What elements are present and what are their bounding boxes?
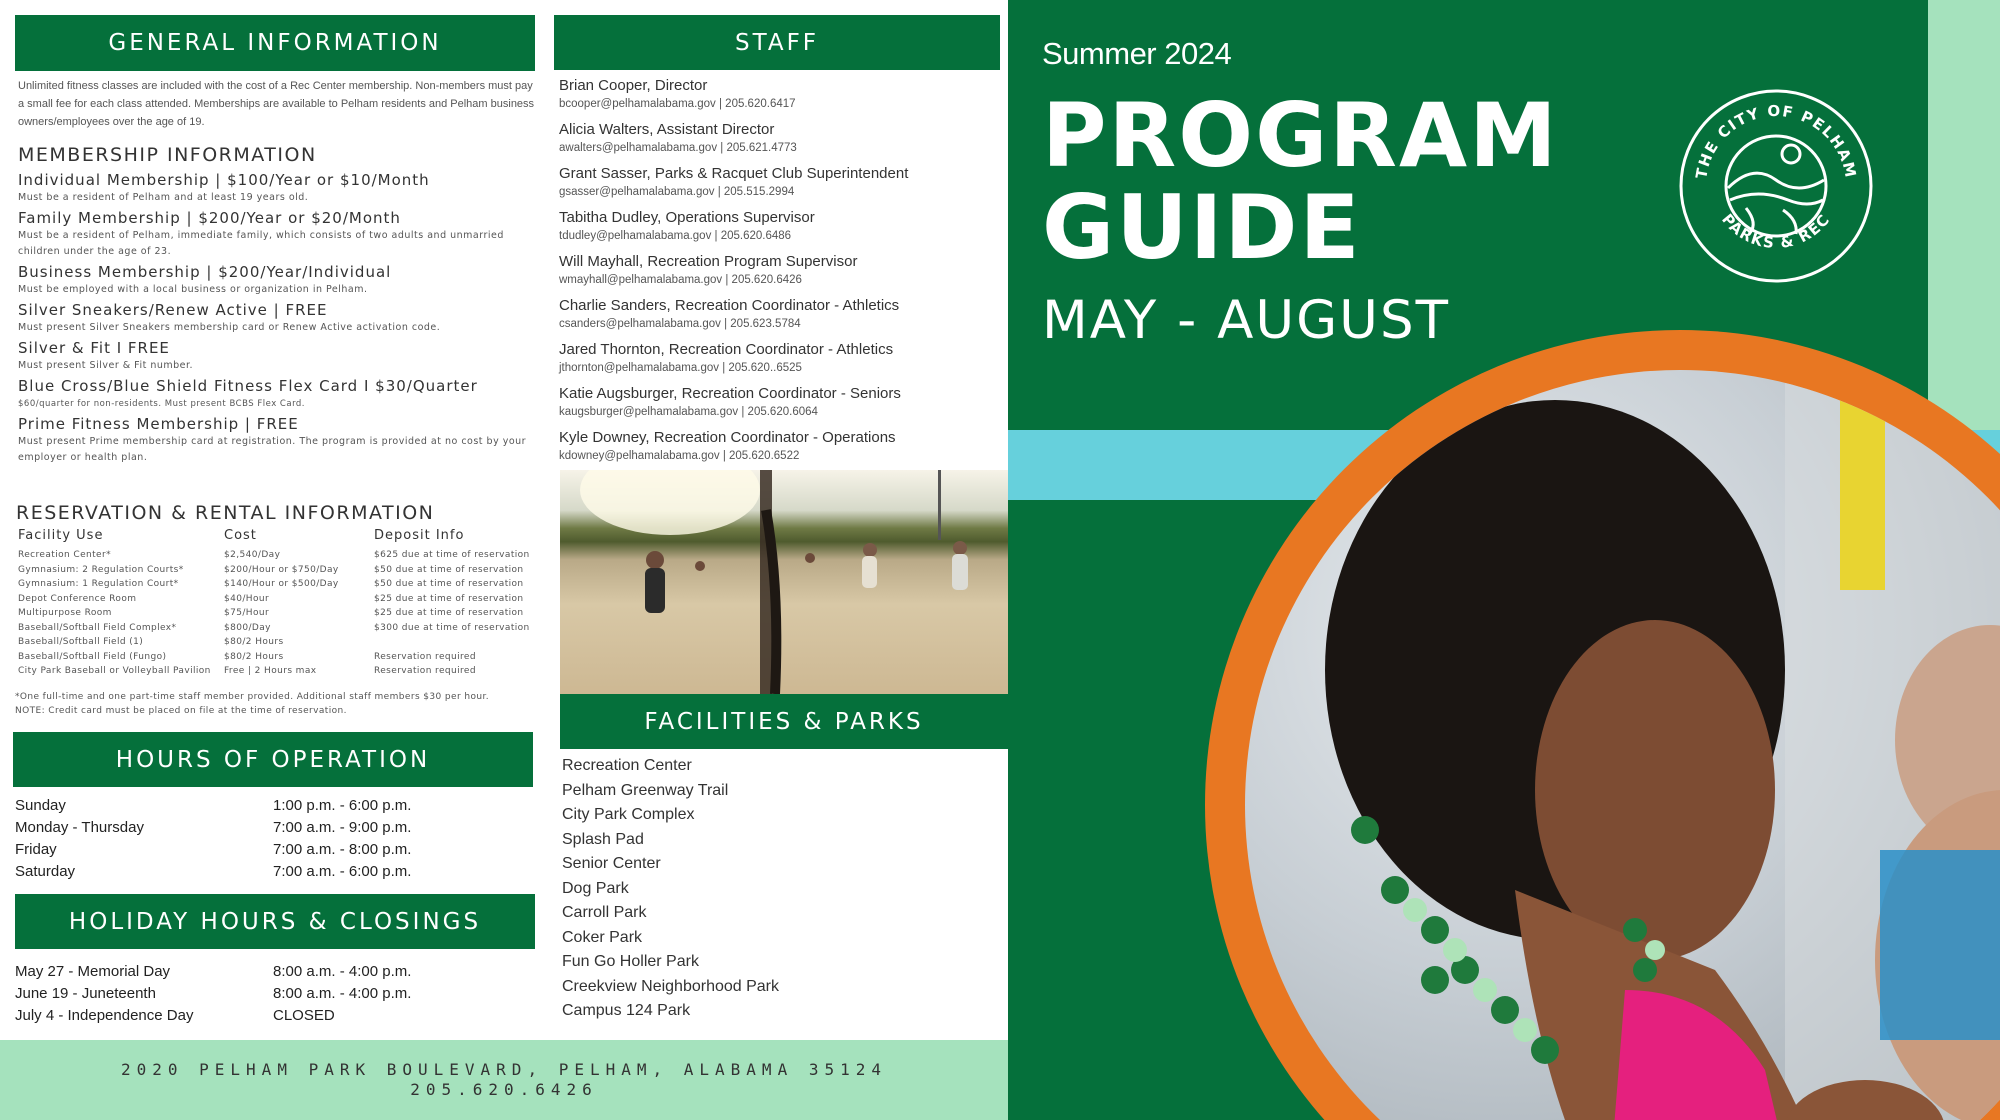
hours-time: 1:00 p.m. - 6:00 p.m. xyxy=(273,796,412,814)
facility-item: Splash Pad xyxy=(562,830,644,848)
staff-name: Grant Sasser, Parks & Racquet Club Superintendent xyxy=(559,165,909,182)
rental-table-header xyxy=(18,528,533,550)
holiday-row xyxy=(15,982,535,1004)
membership-item-note: Must be employed with a local business or organization in Pelham. xyxy=(18,284,368,295)
facility-item: City Park Complex xyxy=(562,806,695,823)
rental-row xyxy=(18,594,533,609)
staff-name: Charlie Sanders, Recreation Coordinator - Athletics xyxy=(559,297,900,314)
membership-item-name: Silver Sneakers/Renew Active | FREE xyxy=(18,301,328,319)
facility-item: Carroll Park xyxy=(562,904,647,921)
rental-note-staff: *One full-time and one part-time staff member provided. Additional staff members $30 per hour. xyxy=(15,692,489,702)
hours-time: 7:00 a.m. - 9:00 p.m. xyxy=(273,818,412,836)
holiday-time: CLOSED xyxy=(273,1006,335,1024)
rental-deposit: $300 due at time of reservation xyxy=(374,622,530,633)
rental-row xyxy=(18,652,533,667)
facility-item: Coker Park xyxy=(562,928,643,946)
holiday-day: June 19 - Juneteenth xyxy=(15,984,156,1002)
rental-row xyxy=(18,608,533,623)
membership-item-name: Silver & Fit I FREE xyxy=(18,339,170,357)
hours-day: Sunday xyxy=(15,796,66,814)
facility-item: Dog Park xyxy=(562,879,629,897)
cover-title-line2: GUIDE xyxy=(1042,176,1362,279)
staff-name: Jared Thornton, Recreation Coordinator - Athletics xyxy=(559,341,894,358)
staff-member xyxy=(559,384,1004,420)
rental-deposit: $25 due at time of reservation xyxy=(374,593,524,604)
staff-contact: jthornton@pelhamalabama.gov | 205.620..6525 xyxy=(559,362,802,374)
rental-header-deposit: Deposit Info xyxy=(374,528,465,543)
membership-item-note: Must be a resident of Pelham and at least 19 years old. xyxy=(18,192,309,203)
rental-cost: $80/2 Hours xyxy=(224,637,284,647)
staff-member xyxy=(559,428,1004,464)
rental-facility: Recreation Center* xyxy=(18,550,111,560)
rental-cost: $80/2 Hours xyxy=(224,651,284,662)
rental-cost: $40/Hour xyxy=(224,593,270,604)
membership-item-note: Must present Silver Sneakers membership card or Renew Active activation code. xyxy=(18,322,441,333)
cover-panel xyxy=(1008,0,2000,1120)
facilities-header: FACILITIES & PARKS xyxy=(560,694,1008,749)
hours-time: 7:00 a.m. - 8:00 p.m. xyxy=(273,840,412,858)
rental-note-credit: NOTE: Credit card must be placed on file at the time of reservation. xyxy=(15,706,347,716)
hours-row xyxy=(15,816,535,838)
rental-row xyxy=(18,623,533,638)
rental-cost: $200/Hour or $750/Day xyxy=(224,564,339,575)
staff-name: Will Mayhall, Recreation Program Supervisor xyxy=(559,253,858,270)
general-info-text: Unlimited fitness classes are included with the cost of a Rec Center membership. Non-members must pay a small fee for each class attended. Memberships are available to Pelham residents and Pelham business owners/employees over the age of 19. xyxy=(18,80,535,128)
rental-facility: Baseball/Softball Field Complex* xyxy=(18,622,177,633)
staff-name: Tabitha Dudley, Operations Supervisor xyxy=(559,209,815,226)
hours-day: Saturday xyxy=(15,862,76,880)
hours-day: Monday - Thursday xyxy=(15,818,144,836)
rental-cost: $140/Hour or $500/Day xyxy=(224,579,339,589)
staff-contact: kdowney@pelhamalabama.gov | 205.620.6522 xyxy=(559,450,800,462)
membership-item-name: Business Membership | $200/Year/Individual xyxy=(18,263,392,281)
rental-title: RESERVATION & RENTAL INFORMATION xyxy=(16,502,435,524)
rental-header-cost: Cost xyxy=(224,528,257,543)
rental-row xyxy=(18,579,533,594)
membership-item-name: Individual Membership | $100/Year or $10/Month xyxy=(18,171,430,189)
hours-row xyxy=(15,838,535,860)
rental-deposit: $50 due at time of reservation xyxy=(374,579,524,589)
holiday-row xyxy=(15,1004,535,1026)
membership-item-note: Must present Silver & Fit number. xyxy=(18,360,194,371)
facility-item: Pelham Greenway Trail xyxy=(562,781,729,799)
rental-cost: $800/Day xyxy=(224,622,271,633)
rental-facility: Gymnasium: 2 Regulation Courts* xyxy=(18,564,184,575)
membership-item-name: Family Membership | $200/Year or $20/Month xyxy=(18,209,401,227)
staff-member xyxy=(559,296,1004,332)
facility-item: Fun Go Holler Park xyxy=(562,953,699,970)
staff-name: Alicia Walters, Assistant Director xyxy=(559,121,775,138)
staff-member xyxy=(559,340,1004,376)
footer-phone: 205.620.6426 xyxy=(410,1080,598,1099)
footer xyxy=(0,1040,1008,1120)
rental-row xyxy=(18,666,533,681)
rental-deposit: Reservation required xyxy=(374,651,476,662)
facilities-list xyxy=(562,754,1002,1024)
holiday-row xyxy=(15,960,535,982)
staff-list xyxy=(559,76,1004,472)
rental-cost: $75/Hour xyxy=(224,608,270,618)
rental-deposit: $625 due at time of reservation xyxy=(374,550,530,560)
staff-contact: csanders@pelhamalabama.gov | 205.623.5784 xyxy=(559,318,801,330)
general-info-header: GENERAL INFORMATION xyxy=(15,15,535,71)
facility-item: Recreation Center xyxy=(562,757,692,774)
membership-item-note: $60/quarter for non-residents. Must present BCBS Flex Card. xyxy=(18,399,306,409)
staff-member xyxy=(559,164,1004,200)
hours-row xyxy=(15,860,535,882)
svg-text:PARKS & REC: PARKS & REC xyxy=(1718,210,1834,253)
staff-member xyxy=(559,76,1004,112)
membership-item-name: Prime Fitness Membership | FREE xyxy=(18,415,299,433)
rental-row xyxy=(18,637,533,652)
rental-cost: $2,540/Day xyxy=(224,550,281,560)
holiday-day: May 27 - Memorial Day xyxy=(15,962,171,980)
rental-header-facility: Facility Use xyxy=(18,528,104,543)
rental-facility: Multipurpose Room xyxy=(18,608,112,618)
facility-item: Senior Center xyxy=(562,855,661,872)
holiday-time: 8:00 a.m. - 4:00 p.m. xyxy=(273,984,412,1002)
membership-item-note: Must present Prime membership card at registration. The program is provided at no cost by your employer or health plan. xyxy=(18,436,527,463)
membership-item-note: Must be a resident of Pelham, immediate family, which consists of two adults and unmarried children under the age of 23. xyxy=(18,230,504,257)
facility-item: Creekview Neighborhood Park xyxy=(562,977,779,995)
staff-contact: awalters@pelhamalabama.gov | 205.621.4773 xyxy=(559,142,797,154)
rental-cost: Free | 2 Hours max xyxy=(224,666,317,676)
staff-header: STAFF xyxy=(554,15,1000,70)
hours-time: 7:00 a.m. - 6:00 p.m. xyxy=(273,862,412,880)
staff-contact: gsasser@pelhamalabama.gov | 205.515.2994 xyxy=(559,186,795,198)
staff-contact: tdudley@pelhamalabama.gov | 205.620.6486 xyxy=(559,230,792,242)
cover-season: Summer 2024 xyxy=(1042,36,1232,71)
staff-member xyxy=(559,252,1004,288)
rental-deposit xyxy=(374,637,533,652)
rental-facility: Baseball/Softball Field (Fungo) xyxy=(18,651,167,662)
staff-member xyxy=(559,120,1004,156)
staff-contact: kaugsburger@pelhamalabama.gov | 205.620.6064 xyxy=(559,406,818,418)
footer-address: 2020 PELHAM PARK BOULEVARD, PELHAM, ALABAMA 35124 xyxy=(120,1060,887,1079)
holiday-time: 8:00 a.m. - 4:00 p.m. xyxy=(273,962,412,980)
cover-title-line1: PROGRAM xyxy=(1042,84,1559,187)
staff-name: Kyle Downey, Recreation Coordinator - Operations xyxy=(559,429,896,446)
staff-member xyxy=(559,208,1004,244)
membership-title: MEMBERSHIP INFORMATION xyxy=(18,144,317,166)
staff-contact: wmayhall@pelhamalabama.gov | 205.620.6426 xyxy=(559,274,802,286)
membership-list xyxy=(18,170,543,468)
staff-name: Katie Augsburger, Recreation Coordinator - Seniors xyxy=(559,385,901,402)
rental-deposit: $25 due at time of reservation xyxy=(374,608,524,618)
rental-row xyxy=(18,550,533,565)
hours-day: Friday xyxy=(15,840,57,858)
hours-table xyxy=(15,794,535,882)
rental-row xyxy=(18,565,533,580)
volleyball-photo xyxy=(560,470,1008,694)
hours-row xyxy=(15,794,535,816)
volleyball-scene-icon xyxy=(560,470,1008,694)
cover-dates: MAY - AUGUST xyxy=(1042,290,1450,351)
rental-deposit: Reservation required xyxy=(374,666,476,676)
staff-contact: bcooper@pelhamalabama.gov | 205.620.6417 xyxy=(559,98,796,110)
rental-deposit: $50 due at time of reservation xyxy=(374,564,524,575)
rental-facility: Baseball/Softball Field (1) xyxy=(18,637,144,647)
facility-item: Campus 124 Park xyxy=(562,1002,691,1019)
rental-facility: City Park Baseball or Volleyball Pavilion xyxy=(18,666,211,676)
rental-table xyxy=(18,528,533,681)
membership-item-name: Blue Cross/Blue Shield Fitness Flex Card I $30/Quarter xyxy=(18,377,478,395)
rental-facility: Gymnasium: 1 Regulation Court* xyxy=(18,579,179,589)
hours-header: HOURS OF OPERATION xyxy=(13,732,533,787)
holiday-table xyxy=(15,960,535,1026)
svg-text:THE CITY OF PELHAM: THE CITY OF PELHAM xyxy=(1692,101,1860,181)
holiday-day: July 4 - Independence Day xyxy=(15,1006,194,1024)
holiday-header: HOLIDAY HOURS & CLOSINGS xyxy=(15,894,535,949)
rental-facility: Depot Conference Room xyxy=(18,593,137,604)
staff-name: Brian Cooper, Director xyxy=(559,77,708,94)
city-seal-logo xyxy=(1678,88,1874,284)
